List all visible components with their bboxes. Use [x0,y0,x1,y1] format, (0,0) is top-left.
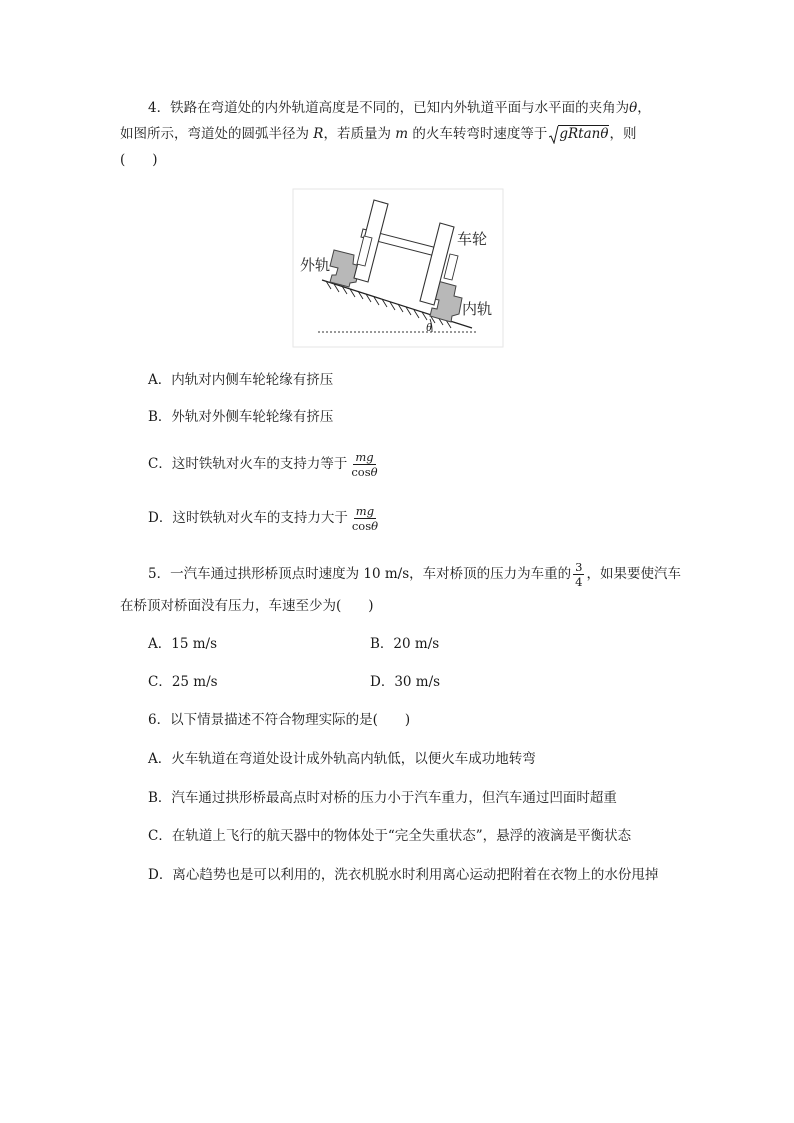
q5-option-b [370,634,439,654]
q4-stem-punct: ， [637,100,651,116]
q5-stem-text2: 在桥顶对桥面没有压力，车速至少为( ) [120,598,374,614]
rail-diagram [292,188,504,348]
q4-option-b-text: B．外轨对外侧车轮轮缘有挤压 [148,409,334,425]
q4-radius-symbol: R [313,126,324,142]
q5-option-c-text: C．25 m/s [148,674,218,690]
q6-option-c [148,826,631,846]
q4-answer-paren [120,150,158,170]
q4-stem-line1 [148,98,651,118]
q5-option-c [148,672,218,692]
q4-stem-text2d: ，则 [609,126,637,142]
q6-option-a [148,749,536,769]
q4-paren-text: ( ) [120,152,158,168]
q6-option-b-text: B．汽车通过拱形桥最高点时对桥的压力小于汽车重力，但汽车通过凹面时超重 [148,790,617,806]
q5-stem-text-end: ，如果要使汽车 [586,566,681,582]
q4-option-a [148,370,333,390]
fig-label-wheel: 车轮 [457,232,488,248]
q4-theta-symbol: θ [629,100,638,116]
frac-denominator [349,465,379,479]
q4-stem-text2b: ，若质量为 [323,126,396,142]
q4-stem-text2a: 如图所示，弯道处的圆弧半径为 [120,126,314,142]
q5-stem-line1 [148,556,681,592]
q4-option-c-text: C．这时铁轨对火车的支持力等于 [148,456,348,472]
q4-sqrt-expression [549,124,609,144]
q6-option-a-text: A．火车轨道在弯道处设计成外轨高内轨低，以便火车成功地转弯 [148,751,536,767]
fig-label-outer: 外轨 [300,258,331,274]
q6-option-d-text: D．离心趋势也是可以利用的，洗衣机脱水时利用离心运动把附着在衣物上的水份甩掉 [148,867,659,883]
frac-den-theta: θ [371,519,379,533]
q4-option-c-fraction [349,450,379,479]
frac-den-cos: cos [351,465,371,479]
q4-option-d [148,500,382,536]
sqrt-sign-icon [549,126,559,144]
q4-option-b [148,407,333,427]
frac-numerator: 3 [575,560,583,574]
q4-option-a-text: A．内轨对内侧车轮轮缘有挤压 [148,372,334,388]
frac-den-cos: cos [351,519,372,533]
q4-option-d-text: D．这时铁轨对火车的支持力大于 [148,510,348,526]
q5-option-d-text: D．30 m/s [370,674,441,690]
q6-option-c-text: C．在轨道上飞行的航天器中的物体处于“完全失重状态”，悬浮的液滴是平衡状态 [148,828,632,844]
fig-label-angle: θ [426,320,432,334]
q5-option-d [370,672,440,692]
rail-curve-figure [292,188,504,348]
frac-numerator: mg [355,504,375,518]
q4-stem-text: 4．铁路在弯道处的内外轨道高度是不同的，已知内外轨道平面与水平面的夹角为 [148,100,630,116]
q4-sqrt-radicand: gRtanθ [559,126,609,142]
frac-denominator: 4 [575,575,583,589]
q6-stem [148,710,410,730]
frac-numerator: mg [355,450,374,464]
q5-option-b-text: B．20 m/s [370,636,440,652]
frac-den-theta: θ [370,465,378,479]
q6-option-d [148,865,658,885]
q4-option-d-fraction [350,504,380,533]
frac-denominator [350,519,380,533]
q4-option-c [148,446,382,482]
q5-option-a-text: A．15 m/s [148,636,217,652]
q5-option-a [148,634,217,654]
q5-stem-line2 [120,596,374,616]
q4-stem-line2 [120,124,636,144]
fig-label-inner: 内轨 [462,302,493,318]
q5-stem-text: 5．一汽车通过拱形桥顶点时速度为 10 m/s，车对桥顶的压力为车重的 [148,566,572,582]
q5-fraction [573,560,584,589]
q4-stem-text2c: 的火车转弯时速度等于 [408,126,548,142]
q6-stem-text: 6．以下情景描述不符合物理实际的是( ) [148,712,411,728]
q4-mass-symbol: m [395,126,409,142]
q6-option-b [148,788,617,808]
